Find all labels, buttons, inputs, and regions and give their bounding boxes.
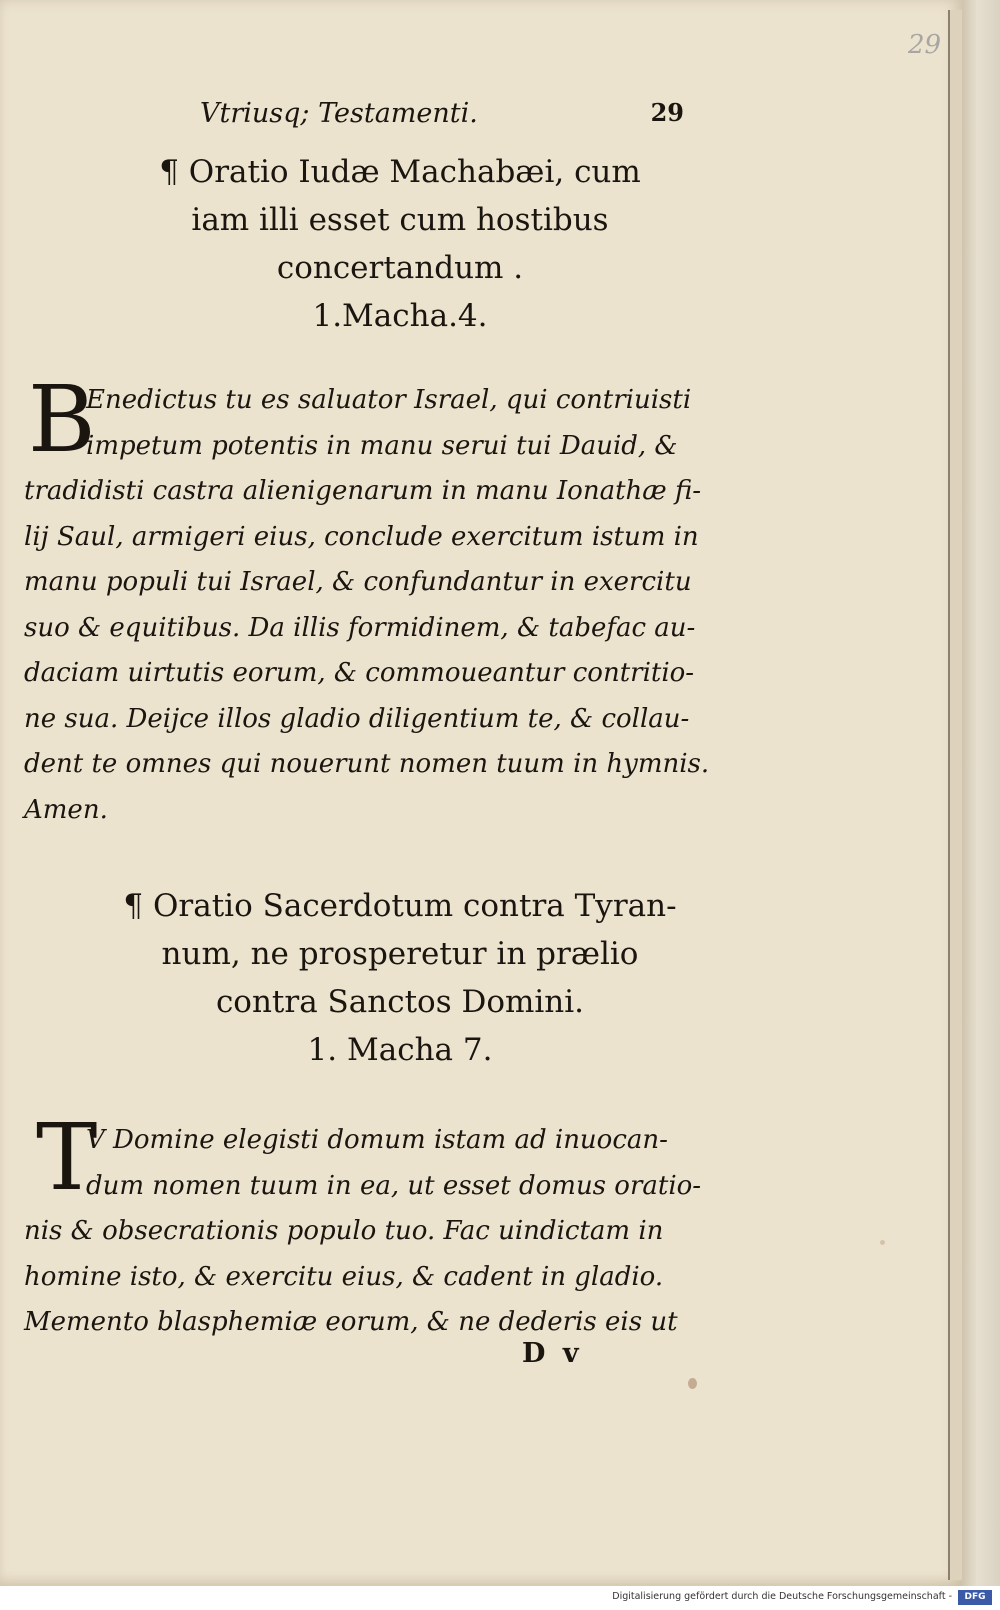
heading-line: 1. Macha 7. [307, 1032, 493, 1068]
signature-mark: D v [522, 1338, 583, 1369]
body-line: tradidisti castra alienigenarum in manu Ionathæ fi- [24, 476, 702, 506]
body-line: dent te omnes qui nouerunt nomen tuum in hymnis. [24, 749, 710, 779]
body-line: homine isto, & exercitu eius, & cadent in gladio. [24, 1261, 664, 1292]
heading-line: num, ne prosperetur in prælio [161, 936, 639, 972]
section1-heading [60, 148, 740, 340]
section1-body [24, 378, 724, 833]
body-line: Memento blasphemiæ eorum, & ne dederis eis ut [24, 1307, 678, 1337]
heading-line: 1.Macha.4. [312, 298, 488, 334]
body-line: daciam uirtutis eorum, & commoueantur contritio- [24, 658, 695, 688]
drop-cap-t: T [36, 1104, 98, 1211]
body-line: dum nomen tuum in ea, ut esset domus oratio- [86, 1170, 702, 1201]
running-head-title: Vtriusq; Testamenti. [200, 98, 478, 129]
section2-heading [60, 882, 740, 1074]
drop-cap-b: B [28, 366, 96, 473]
body-line: nis & obsecrationis populo tuo. Fac uindictam in [24, 1216, 664, 1246]
body-line: suo & equitibus. Da illis formidinem, & tabefac au- [24, 612, 696, 643]
page-number: 29 [650, 98, 684, 127]
heading-line: ¶ Oratio Iudæ Machabæi, cum [159, 154, 641, 190]
book-fore-edge [962, 0, 1000, 1586]
heading-line: iam illi esset cum hostibus [191, 202, 609, 238]
body-line: manu populi tui Israel, & confundantur in exercitu [24, 567, 692, 597]
dfg-logo: DFG [958, 1590, 992, 1605]
body-line: Enedictus tu es saluator Israel, qui contriuisti [86, 385, 692, 415]
pencil-folio-number: 29 [908, 30, 942, 60]
paper-stain [880, 1240, 885, 1245]
body-line: lij Saul, armigeri eius, conclude exercitum istum in [24, 521, 699, 552]
paper-stain [688, 1378, 697, 1389]
footer-credit: Digitalisierung gefördert durch die Deutsche Forschungsgemeinschaft - [612, 1591, 952, 1602]
body-line: impetum potentis in manu serui tui Dauid, & [86, 430, 678, 461]
body-line: ne sua. Deijce illos gladio diligentium te, & collau- [24, 703, 690, 734]
heading-line: ¶ Oratio Sacerdotum contra Tyran- [123, 888, 677, 924]
body-line: V Domine elegisti domum istam ad inuocan- [86, 1125, 668, 1155]
heading-line: contra Sanctos Domini. [215, 984, 585, 1020]
body-line: Amen. [24, 794, 108, 825]
heading-line: concertandum . [276, 250, 524, 286]
section2-body [24, 1118, 724, 1346]
